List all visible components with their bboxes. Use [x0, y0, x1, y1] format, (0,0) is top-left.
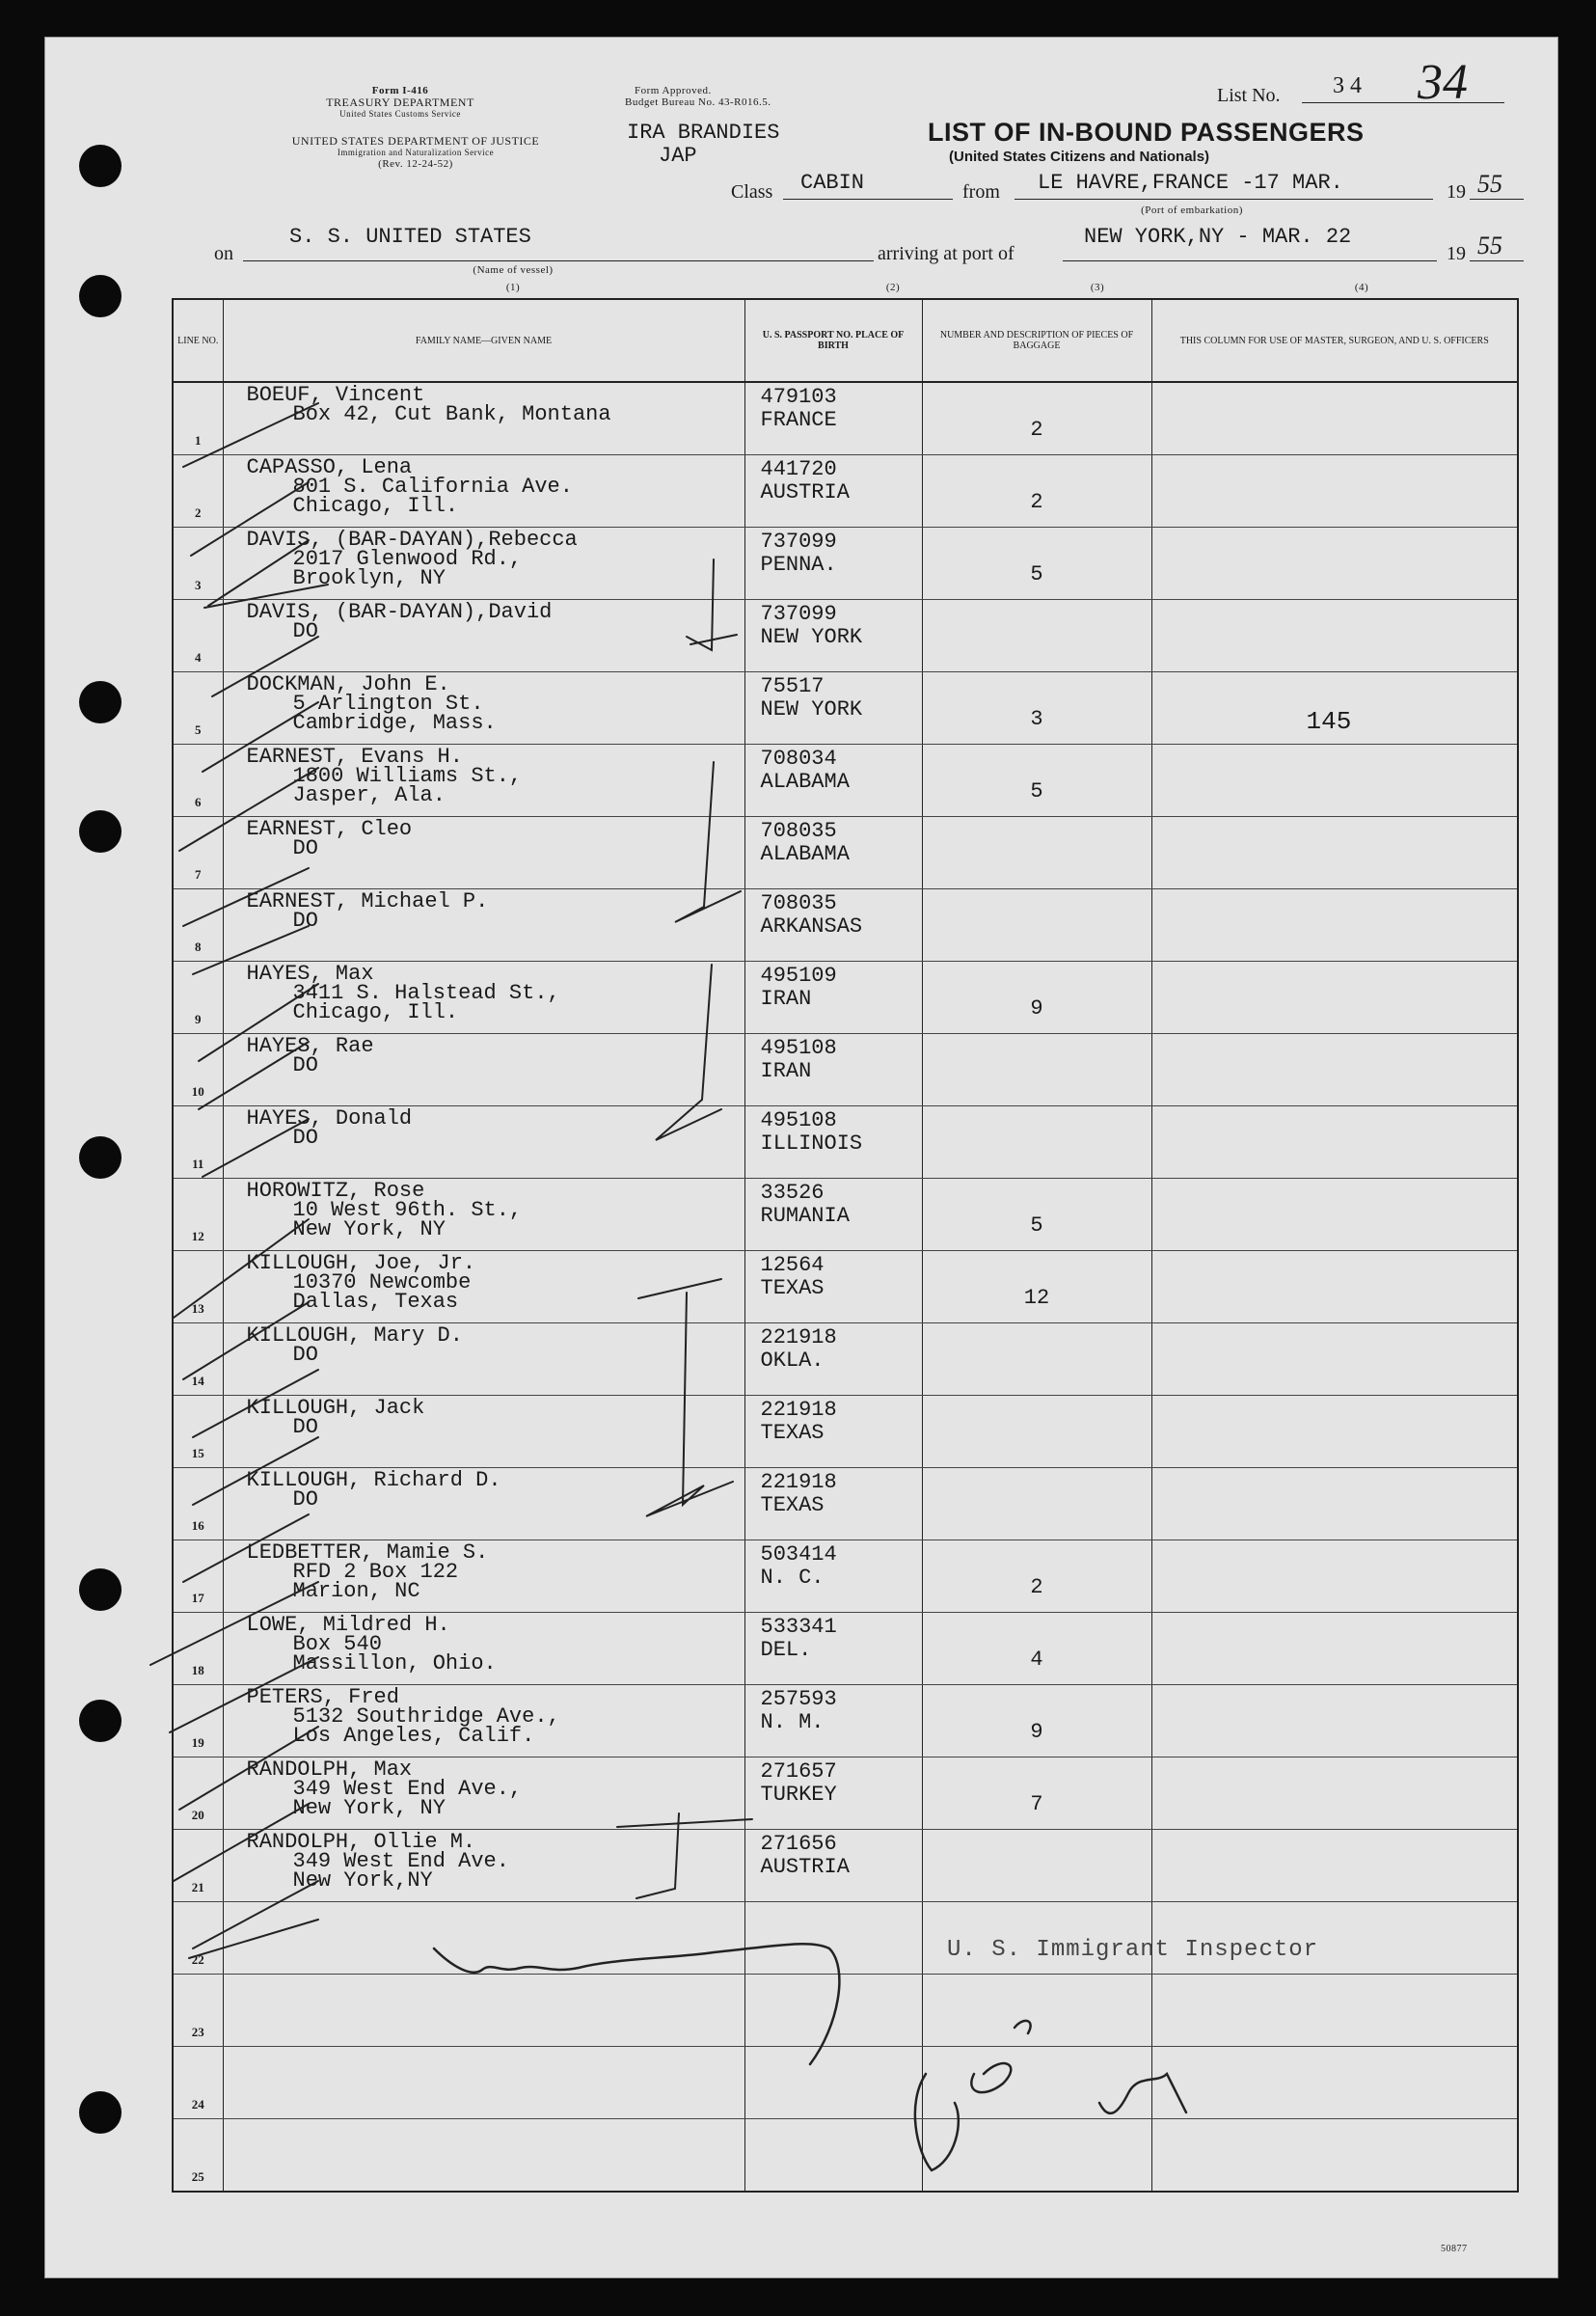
from-year-prefix: 19: [1447, 181, 1466, 203]
checkmark: [199, 1042, 309, 1109]
checkmark: [212, 637, 318, 696]
place-of-birth: ARKANSAS: [760, 914, 863, 939]
passport-number: 737099: [760, 602, 837, 626]
checkmark: [199, 984, 318, 1061]
baggage-count: 2: [1030, 418, 1043, 442]
line-number: 13: [191, 1301, 204, 1316]
checkmark: [189, 1920, 318, 1958]
checkmark: [183, 1514, 309, 1582]
passenger-address: 801 S. California Ave. Chicago, Ill.: [292, 475, 573, 518]
passenger-name: LOWE, Mildred H.: [246, 1613, 450, 1637]
handwritten-ira: IRA BRANDIES: [627, 121, 780, 145]
line-number: 15: [191, 1446, 204, 1460]
place-of-birth: IRAN: [760, 1059, 812, 1083]
signature: [1014, 2021, 1031, 2033]
passenger-address: DO: [292, 836, 318, 860]
from-label: from: [962, 181, 1000, 203]
bracket-mark: [675, 762, 741, 922]
passenger-address: 10370 Newcombe Dallas, Texas: [292, 1270, 472, 1314]
col-header-line: LINE NO.: [173, 299, 223, 382]
place-of-birth: TURKEY: [760, 1783, 837, 1807]
checkmark: [203, 702, 318, 772]
passport-number: 479103: [760, 385, 837, 409]
place-of-birth: FRANCE: [760, 408, 837, 432]
place-of-birth: PENNA.: [760, 553, 837, 577]
arrival-year: 55: [1477, 232, 1502, 259]
passenger-address: 349 West End Ave. New York,NY: [292, 1849, 509, 1893]
place-of-birth: TEXAS: [760, 1276, 825, 1300]
passenger-address: 5132 Southridge Ave., Los Angeles, Calif.: [292, 1704, 560, 1748]
line-number: 5: [195, 722, 202, 737]
checkmark: [170, 1657, 318, 1732]
passenger-address: 1800 Williams St., Jasper, Ala.: [292, 764, 523, 807]
bracket-mark: [690, 635, 737, 644]
passenger-address: 349 West End Ave., New York, NY: [292, 1777, 523, 1820]
line-number: 3: [195, 578, 202, 592]
passenger-address: DO: [292, 1415, 318, 1439]
baggage-count: 5: [1030, 562, 1043, 586]
passenger-name: RANDOLPH, Max: [246, 1757, 413, 1782]
place-of-birth: ALABAMA: [760, 842, 850, 866]
checkmark: [203, 1119, 309, 1177]
line-number: 17: [191, 1591, 204, 1605]
place-of-birth: OKLA.: [760, 1349, 825, 1373]
col-header-name: FAMILY NAME—GIVEN NAME: [223, 299, 744, 382]
passenger-address: DO: [292, 1126, 318, 1150]
signature: [1099, 2074, 1186, 2113]
justice-dept: UNITED STATES DEPARTMENT OF JUSTICE: [291, 134, 540, 148]
passenger-address: DO: [292, 1053, 318, 1077]
line-number: 18: [191, 1663, 204, 1677]
checkmark: [183, 1302, 309, 1379]
passenger-name: EARNEST, Cleo: [246, 817, 413, 841]
col-number-4: (4): [1354, 282, 1369, 293]
passport-number: 495108: [760, 1108, 837, 1132]
line-number: 8: [195, 940, 202, 954]
line-number: 16: [191, 1518, 204, 1533]
line-number: 6: [195, 795, 202, 809]
passport-number: 75517: [760, 674, 825, 698]
passenger-name: EARNEST, Michael P.: [246, 889, 489, 913]
place-of-birth: TEXAS: [760, 1493, 825, 1517]
col-number-2: (2): [885, 282, 901, 293]
passenger-address: DO: [292, 909, 318, 933]
passenger-name: KILLOUGH, Jack: [246, 1396, 425, 1420]
bracket-mark: [656, 965, 721, 1140]
bracket-mark: [617, 1819, 752, 1827]
place-of-birth: IRAN: [760, 987, 812, 1011]
passenger-name: LEDBETTER, Mamie S.: [246, 1540, 489, 1565]
passport-number: 257593: [760, 1687, 837, 1711]
baggage-count: 5: [1030, 779, 1043, 804]
class-value: CABIN: [800, 171, 865, 195]
line-number: 10: [191, 1084, 204, 1099]
checkmark: [174, 1219, 309, 1318]
line-number: 23: [191, 2025, 204, 2039]
place-of-birth: TEXAS: [760, 1421, 825, 1445]
passport-number: 708034: [760, 747, 837, 771]
checkmark: [193, 1370, 318, 1437]
line-number: 21: [191, 1880, 204, 1894]
place-of-birth: AUSTRIA: [760, 480, 850, 504]
passenger-name: PETERS, Fred: [246, 1685, 399, 1709]
passport-number: 737099: [760, 530, 837, 554]
from-value: LE HAVRE,FRANCE -17 MAR.: [1038, 171, 1343, 195]
signature: [971, 2063, 1011, 2092]
passport-number: 271656: [760, 1832, 837, 1856]
passport-number: 503414: [760, 1542, 837, 1567]
place-of-birth: AUSTRIA: [760, 1855, 850, 1879]
col-header-baggage: NUMBER AND DESCRIPTION OF PIECES OF BAGGAGE: [922, 299, 1151, 382]
passenger-address: RFD 2 Box 122 Marion, NC: [292, 1560, 459, 1603]
customs-service: United States Customs Service: [339, 109, 461, 119]
passport-number: 221918: [760, 1325, 837, 1349]
bracket-mark: [646, 1293, 733, 1516]
col-header-officers: THIS COLUMN FOR USE OF MASTER, SURGEON, AND U. S. OFFICERS: [1151, 299, 1518, 382]
baggage-count: 5: [1030, 1213, 1043, 1238]
place-of-birth: DEL.: [760, 1638, 812, 1662]
baggage-count: 9: [1030, 996, 1043, 1021]
passport-number: 441720: [760, 457, 837, 481]
passenger-name: KILLOUGH, Richard D.: [246, 1468, 501, 1492]
checkmark: [193, 1437, 318, 1505]
passenger-name: RANDOLPH, Ollie M.: [246, 1830, 476, 1854]
passenger-name: HAYES, Max: [246, 962, 374, 986]
line-number: 25: [191, 2169, 204, 2184]
line-number: 1: [195, 433, 202, 448]
baggage-count: 2: [1030, 490, 1043, 514]
passport-number: 495109: [760, 964, 837, 988]
line-number: 2: [195, 505, 202, 520]
passenger-name: DOCKMAN, John E.: [246, 672, 450, 696]
arriving-label: arriving at port of: [878, 243, 1014, 264]
passenger-address: DO: [292, 619, 318, 643]
passport-number: 708035: [760, 819, 837, 843]
passenger-name: HAYES, Rae: [246, 1034, 374, 1058]
passport-number: 221918: [760, 1470, 837, 1494]
passenger-name: DAVIS, (BAR-DAYAN),Rebecca: [246, 528, 578, 552]
checkmark: [193, 926, 309, 974]
checkmark: [179, 1727, 318, 1810]
passenger-name: EARNEST, Evans H.: [246, 745, 463, 769]
passenger-name: KILLOUGH, Mary D.: [246, 1323, 463, 1348]
signature: [434, 1944, 839, 2064]
passenger-address: DO: [292, 1487, 318, 1512]
line-number: 14: [191, 1374, 204, 1388]
passenger-address: Box 42, Cut Bank, Montana: [292, 402, 611, 426]
place-of-birth: ILLINOIS: [760, 1131, 863, 1156]
place-of-birth: N. M.: [760, 1710, 825, 1734]
baggage-count: 3: [1030, 707, 1043, 731]
col-number-3: (3): [1090, 282, 1105, 293]
passenger-name: HAYES, Donald: [246, 1106, 413, 1131]
passenger-name: BOEUF, Vincent: [246, 383, 425, 407]
checkmark: [208, 540, 309, 606]
passport-number: 221918: [760, 1398, 837, 1422]
bracket-mark: [687, 559, 714, 650]
place-of-birth: NEW YORK: [760, 625, 863, 649]
checkmark: [179, 768, 318, 851]
inspector-stamp: U. S. Immigrant Inspector: [947, 1937, 1319, 1963]
document-title: LIST OF IN-BOUND PASSENGERS: [928, 118, 1365, 147]
passenger-name: HOROWITZ, Rose: [246, 1179, 425, 1203]
line-number: 24: [191, 2097, 204, 2112]
passenger-address: 2017 Glenwood Rd., Brooklyn, NY: [292, 547, 523, 590]
passenger-address: 10 West 96th. St., New York, NY: [292, 1198, 523, 1241]
checkmark: [183, 403, 318, 467]
place-of-birth: ALABAMA: [760, 770, 850, 794]
place-of-birth: NEW YORK: [760, 697, 863, 722]
from-year: 55: [1477, 170, 1502, 198]
passenger-address: DO: [292, 1343, 318, 1367]
on-label: on: [214, 243, 233, 264]
vessel-name: S. S. UNITED STATES: [289, 225, 531, 249]
baggage-count: 4: [1030, 1648, 1043, 1672]
passenger-name: KILLOUGH, Joe, Jr.: [246, 1251, 476, 1275]
treasury-dept: TREASURY DEPARTMENT: [326, 95, 474, 109]
vessel-caption: (Name of vessel): [473, 264, 554, 276]
place-of-birth: N. C.: [760, 1566, 825, 1590]
document-subtitle: (United States Citizens and Nationals): [949, 149, 1210, 165]
place-of-birth: RUMANIA: [760, 1204, 850, 1228]
line-number: 7: [195, 867, 202, 882]
arrival-year-prefix: 19: [1447, 243, 1466, 264]
budget-bureau: Budget Bureau No. 43-R016.5.: [625, 96, 771, 108]
line-number: 20: [191, 1808, 204, 1822]
arrival-port: NEW YORK,NY - MAR. 22: [1084, 225, 1352, 249]
passport-number: 495108: [760, 1036, 837, 1060]
class-label: Class: [731, 181, 773, 203]
baggage-count: 9: [1030, 1720, 1043, 1744]
baggage-count: 12: [1023, 1286, 1050, 1310]
passenger-name: DAVIS, (BAR-DAYAN),David: [246, 600, 553, 624]
passport-number: 33526: [760, 1181, 825, 1205]
officer-note: 145: [1306, 707, 1352, 736]
line-number: 4: [195, 650, 202, 665]
line-number: 12: [191, 1229, 204, 1243]
line-number: 9: [195, 1012, 202, 1026]
list-number: 3 4: [1333, 73, 1362, 98]
line-number: 11: [192, 1157, 204, 1171]
checkmark: [174, 1804, 309, 1881]
list-number-label: List No.: [1217, 85, 1281, 106]
form-approved: Form Approved.: [635, 85, 712, 96]
col-number-1: (1): [505, 282, 521, 293]
passenger-name: CAPASSO, Lena: [246, 455, 413, 479]
handwritten-jap: JAP: [659, 144, 697, 168]
checkmark: [150, 1582, 318, 1665]
list-number-handwritten: 34: [1418, 55, 1468, 110]
passenger-address: 5 Arlington St. Cambridge, Mass.: [292, 692, 497, 735]
passenger-address: 3411 S. Halstead St., Chicago, Ill.: [292, 981, 560, 1024]
passport-number: 271657: [760, 1759, 837, 1784]
line-number: 19: [191, 1735, 204, 1750]
passport-number: 12564: [760, 1253, 825, 1277]
signature: [915, 2074, 959, 2170]
footer-code: 50877: [1441, 2244, 1468, 2254]
passenger-address: Box 540 Massillon, Ohio.: [292, 1632, 497, 1676]
checkmark: [191, 482, 309, 556]
form-revision: (Rev. 12-24-52): [378, 158, 453, 170]
baggage-count: 2: [1030, 1575, 1043, 1599]
bracket-mark: [638, 1279, 721, 1298]
checkmark: [183, 868, 309, 926]
form-number: Form I-416: [371, 85, 429, 96]
line-number: 22: [191, 1952, 204, 1967]
passport-number: 533341: [760, 1615, 837, 1639]
passport-number: 708035: [760, 891, 837, 915]
ins-service: Immigration and Naturalization Service: [337, 148, 495, 157]
baggage-count: 7: [1030, 1792, 1043, 1816]
embark-caption: (Port of embarkation): [1141, 204, 1243, 216]
col-header-passport: U. S. PASSPORT NO. PLACE OF BIRTH: [744, 299, 922, 382]
